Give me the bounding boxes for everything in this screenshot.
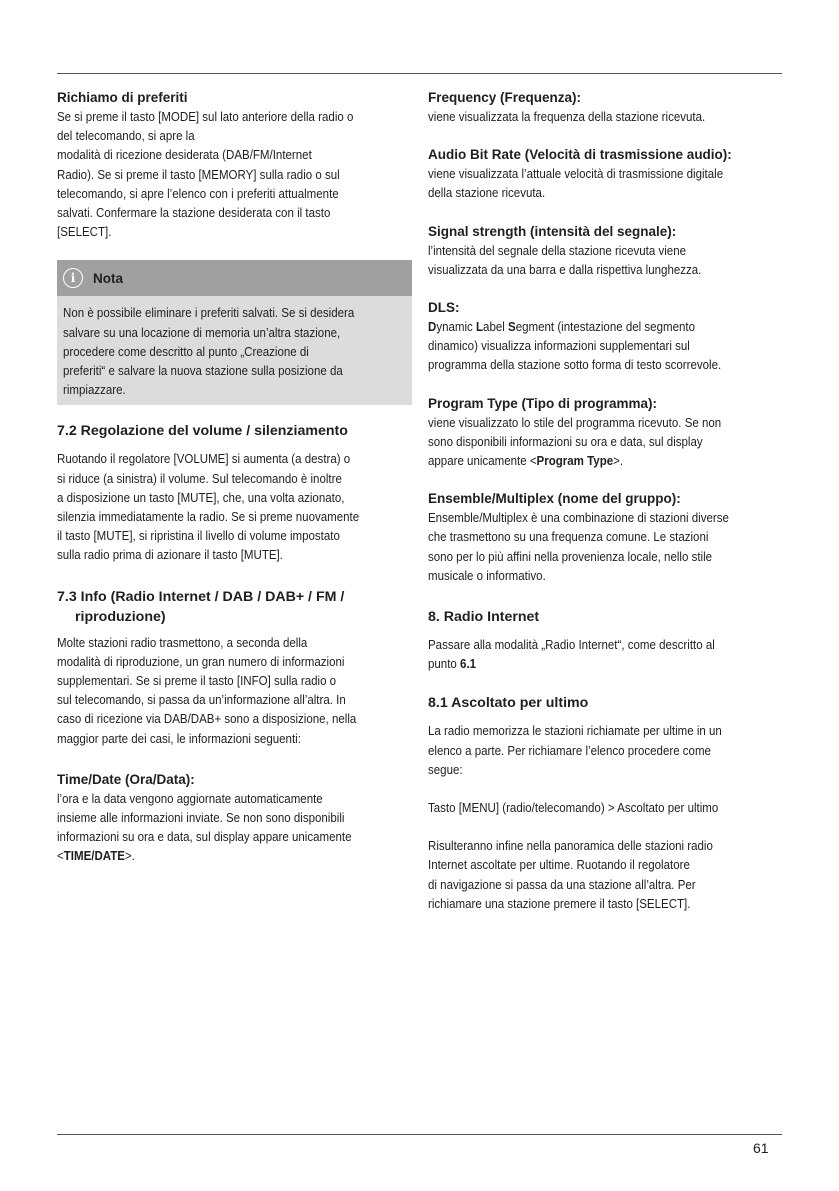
section-timedate (57, 770, 412, 866)
frequency-title: Frequency (Frequenza): (428, 90, 582, 105)
dls-text (428, 317, 780, 375)
left-column (57, 88, 412, 885)
bitrate-title: Audio Bit Rate (Velocità di trasmissione audio): (428, 147, 732, 163)
page-number: 61 (753, 1140, 769, 1156)
text-7-3: Molte stazioni radio trasmettono, a seconda della modalità di riproduzione, un gran numero di informazioni supplementari. Se si preme il tasto [INFO] sulla radio o sul telecomando, si passa da un’informazione all’altra. In caso di ricezione via DAB/DAB+ sono a disposizione, nella maggior parte dei casi, le informazioni seguenti: (57, 634, 357, 746)
program-tail-open: < (529, 453, 537, 469)
heading-7-2: 7.2 Regolazione del volume / silenziamento (57, 423, 348, 440)
frequency-text: viene visualizzata la frequenza della stazione ricevuta. (428, 109, 706, 124)
footer-rule (57, 1134, 782, 1135)
richiamo-text: Se si preme il tasto [MODE] sul lato anteriore della radio o del telecomando, si apre la modalità di ricezione desiderata (DAB/FM/Internet Radio). Se si preme il tasto [MEMORY] sulla radio o sul telecomando, si apre l’elenco con i preferiti attualmente salvati. Confermare la stazione desiderata con il tasto [SELECT]. (57, 109, 354, 240)
signal-text: l’intensità del segnale della stazione ricevuta viene visualizzata da una barra e dalla rispettiva lunghezza. (428, 242, 702, 277)
text-8-1-a: La radio memorizza le stazioni richiamate per ultime in un elenco a parte. Per richiamare l’elenco procedere come segue: (428, 723, 722, 777)
ensemble-title: Ensemble/Multiplex (nome del gruppo): (428, 491, 681, 507)
heading-7-3 (57, 587, 412, 627)
program-tail-close: >. (613, 453, 624, 469)
header-rule (57, 73, 782, 74)
dls-ynamic: ynamic (436, 319, 477, 335)
section-8-1 (428, 693, 780, 913)
timedate-tail-open: < (57, 848, 64, 864)
section-8 (428, 607, 780, 673)
section-ensemble (428, 489, 780, 585)
text-8-1-c: Risulteranno infine nella panoramica delle stazioni radio Internet ascoltate per ultime. Ruotando il regolatore di navigazione si passa da una stazione all’altra. Per richiamare una stazione premere il tasto [SELECT]. (428, 838, 713, 911)
note-header (57, 260, 412, 296)
heading-7-3-line2: riproduzione) (75, 608, 166, 625)
timedate-text (57, 789, 412, 866)
text-8-ref: 6.1 (460, 656, 477, 672)
section-bitrate (428, 145, 780, 202)
dls-l: L (476, 319, 484, 335)
richiamo-title: Richiamo di preferiti (57, 90, 188, 105)
timedate-tail-bold: TIME/DATE (63, 848, 125, 864)
program-text (428, 413, 780, 471)
note-box (57, 260, 412, 405)
section-7-3 (57, 587, 412, 748)
dls-egment: egment (intestazione del segmento (515, 319, 695, 335)
heading-7-3-line1: 7.3 Info (Radio Internet / DAB / DAB+ / FM / (57, 588, 345, 605)
signal-title: Signal strength (intensità del segnale): (428, 223, 677, 239)
bitrate-text: viene visualizzata l’attuale velocità di trasmissione digitale della stazione ricevuta. (428, 166, 724, 201)
timedate-title: Time/Date (Ora/Data): (57, 771, 195, 787)
program-body: viene visualizzato lo stile del programma ricevuto. Se non sono disponibili informazioni su ora e data, sul display appare unicamente (428, 414, 722, 469)
text-8-1-b: Tasto [MENU] (radio/telecomando) > Ascoltato per ultimo (428, 800, 719, 816)
heading-8-1: 8.1 Ascoltato per ultimo (428, 695, 589, 712)
dls-d: D (428, 319, 437, 335)
dls-title: DLS: (428, 300, 460, 316)
section-7-2 (57, 421, 412, 564)
right-column (428, 88, 780, 932)
text-7-2: Ruotando il regolatore [VOLUME] si aumenta (a destra) o si riduce (a sinistra) il volume. Sul telecomando è inoltre a disposizione un tasto [MUTE], che, una volta azionato, silenzia immediatamente la radio. Se si preme nuovamente il tasto [MUTE], si ripristina il livello di volume impostato sulla radio prima di azionare il tasto [MUTE]. (57, 451, 360, 563)
section-richiamo (57, 88, 412, 241)
note-body (57, 296, 412, 405)
section-program-type (428, 394, 780, 471)
section-signal (428, 222, 780, 279)
program-tail-bold: Program Type (536, 453, 614, 469)
note-label: Nota (93, 270, 123, 286)
dls-abel: abel (483, 319, 509, 335)
info-icon: i (63, 268, 83, 288)
note-text: Non è possibile eliminare i preferiti salvati. Se si desidera salvare su una locazione di memoria un’altra stazione, procedere come descritto al punto „Creazione di preferiti“ e salvare la nuova stazione sulla posizione da rimpiazzare. (63, 305, 355, 398)
section-frequency (428, 88, 780, 126)
section-dls (428, 298, 780, 375)
timedate-body: l’ora e la data vengono aggiornate automaticamente insieme alle informazioni inviate. Se non sono disponibili informazioni su ora e data, sul display appare unicamente (57, 790, 352, 845)
ensemble-text: Ensemble/Multiplex è una combinazione di stazioni diverse che trasmettono su una frequenza comune. Le stazioni sono per lo più affini nella provenienza locale, nello stile musicale o informativo. (428, 510, 729, 583)
text-8-body: Passare alla modalità „Radio Internet“, come descritto al punto (428, 637, 715, 672)
dls-body: dinamico) visualizza informazioni supplementari sul programma della stazione sotto forma di testo scorrevole. (428, 338, 722, 373)
dls-s: S (508, 319, 516, 335)
heading-8: 8. Radio Internet (428, 609, 540, 626)
text-8 (428, 635, 780, 673)
timedate-tail-close: >. (124, 848, 135, 864)
program-title: Program Type (Tipo di programma): (428, 395, 658, 411)
